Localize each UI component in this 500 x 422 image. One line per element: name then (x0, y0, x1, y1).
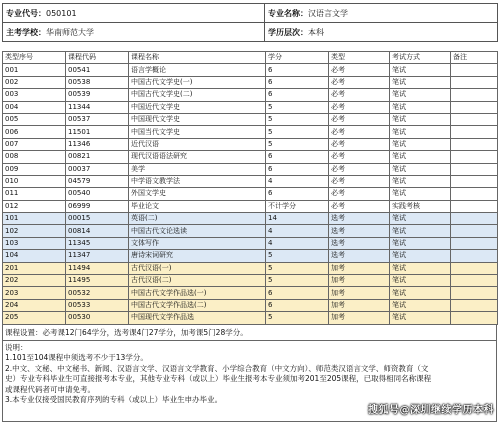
cell-name: 古代汉语(二) (129, 275, 266, 287)
cell-code: 00532 (66, 287, 129, 299)
cell-exam: 笔试 (390, 237, 451, 249)
cell-name: 古代汉语(一) (129, 262, 266, 274)
cell-code: 11346 (66, 138, 129, 150)
cell-seq: 101 (3, 213, 66, 225)
cell-note (451, 262, 498, 274)
table-row (3, 299, 498, 311)
cell-name: 中国当代文学史 (129, 126, 266, 138)
cell-exam: 笔试 (390, 163, 451, 175)
cell-type: 必考 (329, 163, 390, 175)
level-value: 本科 (308, 27, 324, 37)
cell-seq: 011 (3, 188, 66, 200)
cell-credit: 6 (266, 151, 329, 163)
cell-credit: 5 (266, 126, 329, 138)
notes-line: 3.本专业仅接受国民教育序列的专科（或以上）毕业生申办毕业。 (5, 395, 223, 405)
cell-note (451, 237, 498, 249)
cell-seq: 102 (3, 225, 66, 237)
cell-exam: 笔试 (390, 275, 451, 287)
table-row (3, 101, 498, 113)
major-code-value: 050101 (46, 8, 77, 18)
cell-code: 11501 (66, 126, 129, 138)
cell-exam: 笔试 (390, 312, 451, 324)
cell-note (451, 250, 498, 262)
notes-line: 1.101至104课程中须选考不少于13学分。 (5, 353, 148, 363)
cell-type: 加考 (329, 312, 390, 324)
cell-seq: 009 (3, 163, 66, 175)
notes-line: 说明： (5, 342, 28, 352)
cell-credit: 5 (266, 101, 329, 113)
cell-code: 00538 (66, 76, 129, 88)
col-header-type: 类型 (329, 52, 390, 64)
cell-credit: 6 (266, 188, 329, 200)
cell-code: 00540 (66, 188, 129, 200)
cell-type: 必考 (329, 64, 390, 76)
table-row (3, 138, 498, 150)
table-row (3, 126, 498, 138)
cell-note (451, 151, 498, 163)
cell-type: 必考 (329, 200, 390, 212)
cell-note (451, 89, 498, 101)
cell-name: 外国文学史 (129, 188, 266, 200)
cell-code: 00537 (66, 113, 129, 125)
major-name-value: 汉语言文学 (308, 8, 348, 18)
cell-credit: 5 (266, 312, 329, 324)
cell-credit: 6 (266, 299, 329, 311)
cell-note (451, 126, 498, 138)
cell-exam: 笔试 (390, 89, 451, 101)
table-row (3, 76, 498, 88)
cell-type: 选考 (329, 237, 390, 249)
cell-name: 近代汉语 (129, 138, 266, 150)
school-value: 华南师范大学 (46, 27, 94, 37)
cell-type: 选考 (329, 213, 390, 225)
cell-code: 00015 (66, 213, 129, 225)
cell-note (451, 299, 498, 311)
cell-note (451, 287, 498, 299)
cell-name: 中国古代文学作品选(二) (129, 299, 266, 311)
cell-note (451, 64, 498, 76)
cell-name: 美学 (129, 163, 266, 175)
cell-exam: 实践考核 (390, 200, 451, 212)
cell-name: 中国古代文学史(二) (129, 89, 266, 101)
cell-name: 英语(二) (129, 213, 266, 225)
cell-exam: 笔试 (390, 113, 451, 125)
cell-type: 必考 (329, 101, 390, 113)
cell-note (451, 275, 498, 287)
cell-type: 加考 (329, 299, 390, 311)
header-table (2, 3, 498, 42)
cell-note (451, 76, 498, 88)
cell-type: 加考 (329, 262, 390, 274)
cell-exam: 笔试 (390, 262, 451, 274)
col-header-credit: 学分 (266, 52, 329, 64)
table-row (3, 89, 498, 101)
cell-name: 现代汉语语法研究 (129, 151, 266, 163)
cell-exam: 笔试 (390, 287, 451, 299)
cell-exam: 笔试 (390, 151, 451, 163)
table-row (3, 225, 498, 237)
cell-name: 毕业论文 (129, 200, 266, 212)
cell-type: 加考 (329, 287, 390, 299)
cell-note (451, 200, 498, 212)
cell-exam: 笔试 (390, 213, 451, 225)
cell-code: 06999 (66, 200, 129, 212)
cell-code: 00037 (66, 163, 129, 175)
table-header-row (3, 52, 498, 64)
cell-note (451, 175, 498, 187)
cell-note (451, 113, 498, 125)
cell-exam: 笔试 (390, 225, 451, 237)
watermark: 搜狐号@深圳继续学历本科 (368, 405, 494, 416)
col-header-name: 课程名称 (129, 52, 266, 64)
cell-exam: 笔试 (390, 138, 451, 150)
cell-name: 文体写作 (129, 237, 266, 249)
table-row (3, 151, 498, 163)
cell-credit: 6 (266, 64, 329, 76)
notes-line: 史）专业专科毕业生可直接报考本专业，其他专业专科（或以上）毕业生报考本专业须加考201至205课程，已取得相同名称课程 (5, 374, 432, 384)
cell-seq: 008 (3, 151, 66, 163)
cell-type: 必考 (329, 188, 390, 200)
cell-code: 11344 (66, 101, 129, 113)
cell-note (451, 188, 498, 200)
cell-exam: 笔试 (390, 175, 451, 187)
cell-seq: 003 (3, 89, 66, 101)
cell-seq: 002 (3, 76, 66, 88)
cell-name: 唐诗宋词研究 (129, 250, 266, 262)
cell-credit: 6 (266, 163, 329, 175)
cell-code: 11347 (66, 250, 129, 262)
cell-note (451, 163, 498, 175)
cell-code: 11495 (66, 275, 129, 287)
col-header-exam: 考试方式 (390, 52, 451, 64)
major-name-label: 专业名称： (268, 8, 308, 18)
cell-code: 04579 (66, 175, 129, 187)
cell-code: 00814 (66, 225, 129, 237)
cell-credit: 6 (266, 76, 329, 88)
cell-seq: 103 (3, 237, 66, 249)
cell-credit: 5 (266, 250, 329, 262)
cell-seq: 007 (3, 138, 66, 150)
cell-name: 中国古代文学史(一) (129, 76, 266, 88)
cell-type: 必考 (329, 113, 390, 125)
cell-credit: 6 (266, 287, 329, 299)
cell-credit: 5 (266, 138, 329, 150)
table-row (3, 275, 498, 287)
table-row (3, 113, 498, 125)
cell-type: 必考 (329, 151, 390, 163)
cell-credit: 4 (266, 237, 329, 249)
col-header-seq: 类型序号 (3, 52, 66, 64)
level-label: 学历层次： (268, 27, 308, 37)
table-row (3, 175, 498, 187)
major-code-label: 专业代号： (6, 8, 46, 18)
cell-seq: 010 (3, 175, 66, 187)
cell-type: 加考 (329, 275, 390, 287)
cell-seq: 004 (3, 101, 66, 113)
cell-seq: 204 (3, 299, 66, 311)
cell-name: 中国现代文学作品选 (129, 312, 266, 324)
cell-credit: 5 (266, 262, 329, 274)
cell-type: 必考 (329, 76, 390, 88)
cell-name: 中国现代文学史 (129, 113, 266, 125)
cell-credit: 4 (266, 225, 329, 237)
cell-type: 必考 (329, 175, 390, 187)
cell-code: 11494 (66, 262, 129, 274)
cell-seq: 006 (3, 126, 66, 138)
table-row (3, 200, 498, 212)
cell-seq: 104 (3, 250, 66, 262)
cell-exam: 笔试 (390, 126, 451, 138)
cell-seq: 001 (3, 64, 66, 76)
cell-code: 00533 (66, 299, 129, 311)
cell-name: 中国近代文学史 (129, 101, 266, 113)
col-header-code: 课程代码 (66, 52, 129, 64)
table-row (3, 64, 498, 76)
cell-exam: 笔试 (390, 76, 451, 88)
cell-name: 中国古代文论选读 (129, 225, 266, 237)
cell-name: 中学语文教学法 (129, 175, 266, 187)
cell-type: 选考 (329, 225, 390, 237)
school-cell (3, 23, 265, 42)
cell-seq: 012 (3, 200, 66, 212)
cell-credit: 5 (266, 113, 329, 125)
cell-type: 必考 (329, 89, 390, 101)
cell-note (451, 213, 498, 225)
cell-note (451, 312, 498, 324)
major-code-cell (3, 4, 265, 23)
course-summary: 课程设置：必考课12门64学分，选考课4门27学分，加考课5门28学分。 (2, 325, 497, 341)
cell-exam: 笔试 (390, 64, 451, 76)
course-table (2, 51, 498, 325)
cell-name: 中国古代文学作品选(一) (129, 287, 266, 299)
cell-exam: 笔试 (390, 188, 451, 200)
cell-type: 必考 (329, 138, 390, 150)
cell-name: 语言学概论 (129, 64, 266, 76)
cell-exam: 笔试 (390, 250, 451, 262)
cell-credit: 4 (266, 175, 329, 187)
cell-seq: 203 (3, 287, 66, 299)
table-row (3, 312, 498, 324)
cell-credit: 6 (266, 89, 329, 101)
cell-code: 00539 (66, 89, 129, 101)
cell-seq: 205 (3, 312, 66, 324)
school-label: 主考学校： (6, 27, 46, 37)
cell-type: 必考 (329, 126, 390, 138)
cell-exam: 笔试 (390, 101, 451, 113)
major-name-cell (265, 4, 498, 23)
cell-note (451, 225, 498, 237)
cell-code: 00541 (66, 64, 129, 76)
cell-note (451, 138, 498, 150)
table-row (3, 262, 498, 274)
cell-note (451, 101, 498, 113)
cell-exam: 笔试 (390, 299, 451, 311)
document (2, 3, 497, 422)
cell-credit: 5 (266, 275, 329, 287)
notes-line: 或课程代码者可申请免考。 (5, 384, 95, 394)
table-row (3, 213, 498, 225)
notes-line: 2.中文、文秘、中文秘书、新闻、汉语言文学、汉语言文学教育、小学综合教育（中文方向）、师范类汉语言文学、师资教育（文 (5, 363, 429, 373)
table-row (3, 163, 498, 175)
cell-code: 00821 (66, 151, 129, 163)
cell-code: 11345 (66, 237, 129, 249)
cell-credit: 14 (266, 213, 329, 225)
cell-credit: 不计学分 (266, 200, 329, 212)
table-row (3, 250, 498, 262)
cell-code: 00530 (66, 312, 129, 324)
cell-seq: 202 (3, 275, 66, 287)
col-header-note: 备注 (451, 52, 498, 64)
table-row (3, 287, 498, 299)
table-row (3, 237, 498, 249)
level-cell (265, 23, 498, 42)
cell-type: 选考 (329, 250, 390, 262)
table-row (3, 188, 498, 200)
cell-seq: 201 (3, 262, 66, 274)
cell-seq: 005 (3, 113, 66, 125)
